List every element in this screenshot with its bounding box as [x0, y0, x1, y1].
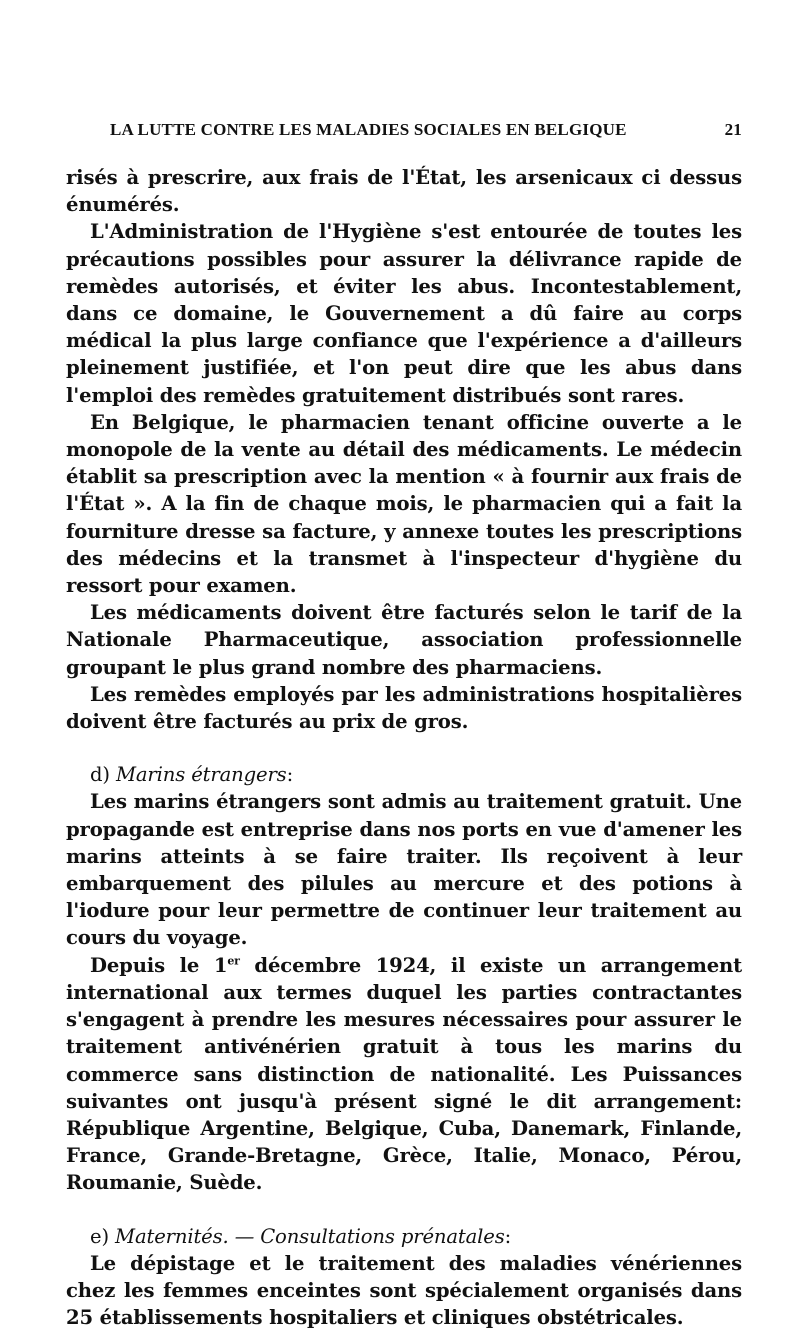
paragraph: Les médicaments doivent être facturés selon le tarif de la Nationale Pharmaceutique, association professionnelle groupant le plus grand nombre des pharmaciens.: [66, 601, 742, 679]
section-gap: [66, 1197, 742, 1223]
page-number: 21: [724, 120, 742, 139]
running-head: [110, 120, 742, 144]
paragraph: risés à prescrire, aux frais de l'État, les arsenicaux ci dessus énumérés.: [66, 166, 742, 217]
section-letter: e): [90, 1224, 109, 1248]
superscript: er: [227, 954, 240, 968]
text-run: Depuis le 1: [90, 953, 228, 977]
text-run: décembre 1924, il existe un arrangement international aux termes duquel les parties contractantes s'engagent à prendre les mesures nécessaires pour assurer le traitement antivénérien gratuit à tous les marins du commerce sans distinction de nationalité. Les Puissances suivantes ont jusqu'à présent signé le dit arrangement: République Argentine, Belgique, Cuba, Danemark, Finlande, France, Grande-Bretagne, Grèce, Italie, Monaco, Pérou, Roumanie, Suède.: [66, 953, 743, 1195]
body-text: [66, 164, 742, 1331]
paragraph: Les remèdes employés par les administrations hospitalières doivent être facturés au prix de gros.: [66, 682, 742, 734]
paragraph: Les marins étrangers sont admis au traitement gratuit. Une propagande est entreprise dans nos ports en vue d'amener les marins atteints à se faire traiter. Ils reçoivent à leur embarquement des pilules au mercure et des potions à l'iodure pour leur permettre de continuer leur traitement au cours du voyage.: [66, 790, 742, 950]
section-title: Maternités. — Consultations prénatales: [115, 1224, 505, 1248]
section-gap: [66, 735, 742, 761]
running-title: LA LUTTE CONTRE LES MALADIES SOCIALES EN BELGIQUE: [110, 120, 627, 139]
paragraph: [66, 952, 742, 1197]
section-letter: d): [90, 763, 110, 787]
section-title: Marins étrangers: [115, 763, 287, 787]
section-heading-d: [66, 761, 742, 788]
section-heading-e: [66, 1223, 742, 1250]
paragraph: En Belgique, le pharmacien tenant officine ouverte a le monopole de la vente au détail des médicaments. Le médecin établit sa prescription avec la mention « à fournir aux frais de l'État ». A la fin de chaque mois, le pharmacien qui a fait la fourniture dresse sa facture, y annexe toutes les prescriptions des médecins et la transmet à l'inspecteur d'hygiène du ressort pour examen.: [66, 410, 742, 598]
section-colon: :: [286, 763, 294, 787]
section-colon: :: [504, 1224, 512, 1248]
paragraph: Le dépistage et le traitement des maladies vénériennes chez les femmes enceintes sont spécialement organisés dans 25 établissements hospitaliers et cliniques obstétricales.: [66, 1251, 742, 1330]
paragraph: L'Administration de l'Hygiène s'est entourée de toutes les précautions possibles pour assurer la délivrance rapide de remèdes autorisés, et éviter les abus. Incontestablement, dans ce domaine, le Gouvernement a dû faire au corps médical la plus large confiance que l'expérience a d'ailleurs pleinement justifiée, et l'on peut dire que les abus dans l'emploi des remèdes gratuitement distribués sont rares.: [66, 220, 742, 407]
